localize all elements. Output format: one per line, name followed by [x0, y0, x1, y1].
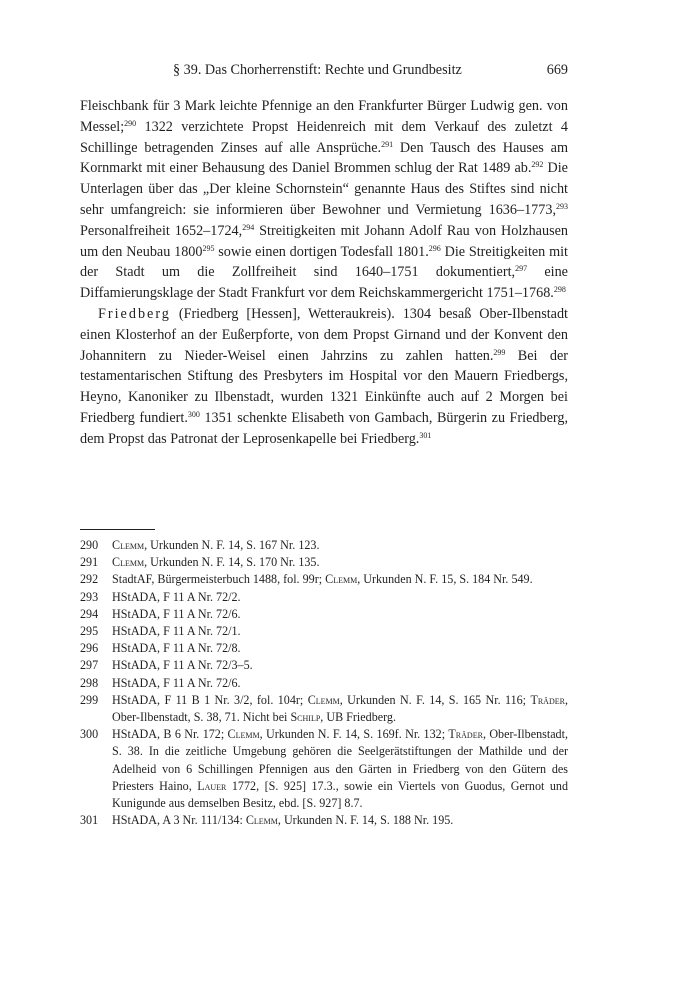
text-run: sowie einen dortigen Todesfall 1801.: [214, 243, 429, 260]
text-run: Streitigkeiten mit Johann Adolf Rau von Holzhausen um den Neubau 1800: [80, 222, 568, 260]
paragraph-frankfurt: [80, 96, 568, 304]
place-heading: Friedberg: [98, 305, 171, 322]
footnote-291: [80, 554, 568, 571]
main-text: [80, 96, 568, 450]
text-run: Personalfreiheit 1652–1724,: [80, 222, 243, 239]
footnote-299: [80, 692, 568, 726]
footnote-text: HStADA, B 6 Nr. 172;: [112, 727, 228, 742]
footnote-number: 291: [80, 555, 99, 570]
footnote-ref: 301: [419, 430, 432, 440]
footnote-text: HStADA, F 11 B 1 Nr. 3/2, fol. 104r;: [112, 692, 308, 707]
footnote-number: 301: [80, 813, 99, 828]
author-name: Clemm: [227, 727, 260, 742]
footnote-text: , Ober-Ilbenstadt, S. 38, 71. Nicht bei: [112, 692, 568, 725]
footnote-ref: 296: [428, 243, 441, 253]
author-name: Clemm: [112, 538, 145, 552]
text-run: (Friedberg [Hessen], Wetteraukreis). 1304 besaß Ober-Ilbenstadt einen Klosterhof an der Eußerpforte, von dem Propst Girnand und der Konvent den Johannitern zu Nieder-Weisel einen Jahrzins zu zahlen hatten.: [80, 305, 568, 364]
running-header: [80, 62, 568, 82]
text-run: Die Unterlagen über das „Der kleine Schornstein“ genannte Haus des Stiftes sind nicht sehr umfangreich: sie informieren über Bewohner und Vermietung 1636–1773,: [80, 160, 568, 218]
footnote-text: 1772, [S. 925] 17.3., sowie ein Viertels von Guodus, Gernot und Kunigunde aus demselben Besitz, ebd. [S. 927] 8.7.: [112, 778, 569, 811]
footnote-ref: 295: [202, 243, 215, 253]
author-name: Clemm: [112, 555, 145, 570]
page-number: 669: [546, 62, 568, 78]
running-title: § 39. Das Chorherrenstift: Rechte und Grundbesitz: [173, 62, 462, 78]
footnote-ref: 299: [493, 347, 506, 357]
footnote-ref: 290: [124, 118, 137, 128]
footnote-text: , Urkunden N. F. 14, S. 169f. Nr. 132;: [259, 727, 449, 742]
footnote-296: [80, 640, 568, 657]
footnote-number: 292: [80, 572, 99, 587]
footnote-ref: 293: [556, 201, 568, 211]
footnotes: [80, 537, 568, 829]
text-run: Den Tausch des Hauses am Kornmarkt mit einer Behausung des Daniel Brommen schlug der Rat 1489 ab.: [80, 139, 568, 177]
footnote-number: 299: [80, 692, 99, 707]
author-name: Träder: [448, 727, 483, 742]
text-run: 1351 schenkte Elisabeth von Gambach, Bürgerin zu Friedberg, dem Propst das Patronat der Leprosenkapelle bei Friedberg.: [80, 409, 568, 447]
footnote-295: [80, 623, 568, 640]
footnote-text: , Urkunden N. F. 15, S. 184 Nr. 549.: [357, 572, 533, 587]
paragraph-friedberg: [80, 304, 568, 450]
footnote-text: HStADA, F 11 A Nr. 72/3–5.: [112, 658, 253, 673]
footnote-text: HStADA, F 11 A Nr. 72/2.: [112, 589, 241, 604]
text-run: 1322 verzichtete Propst Heidenreich mit dem Verkauf des zuletzt 4 Schillinge betragenden Zinses auf alle Ansprüche.: [80, 118, 568, 156]
footnote-number: 293: [80, 589, 99, 604]
footnote-number: 298: [80, 675, 99, 690]
footnote-298: [80, 675, 568, 692]
footnote-ref: 297: [515, 264, 528, 274]
footnote-number: 290: [80, 538, 99, 552]
footnote-290: [80, 537, 568, 554]
footnote-text: , Ober-Ilbenstadt, S. 38. In die zeitliche Umgebung gehören die Seelgerätstiftungen der Mathilde und der Adelheid von 6 Schillingen Pfennigen aus den Gärten in Friedberg von den Gütern des Priesters Haino,: [112, 727, 568, 793]
footnote-ref: 294: [242, 222, 255, 232]
footnote-number: 294: [80, 606, 99, 621]
footnote-text: HStADA, F 11 A Nr. 72/6.: [112, 606, 241, 621]
footnote-number: 295: [80, 624, 99, 639]
footnote-number: 300: [80, 727, 99, 742]
footnote-separator: [80, 529, 155, 530]
text-run: eine Diffamierungsklage der Stadt Frankfurt vor dem Reichskammergericht 1751–1768.: [80, 264, 568, 302]
author-name: Schilp: [290, 710, 321, 725]
footnote-text: , Urkunden N. F. 14, S. 188 Nr. 195.: [277, 813, 454, 828]
footnote-300: [80, 726, 568, 812]
footnote-text: HStADA, A 3 Nr. 111/134:: [112, 813, 246, 828]
footnote-text: , Urkunden N. F. 14, S. 170 Nr. 135.: [144, 555, 320, 570]
footnote-text: HStADA, F 11 A Nr. 72/8.: [112, 641, 241, 656]
footnote-301: [80, 812, 568, 829]
footnote-ref: 291: [381, 139, 394, 149]
footnote-ref: 300: [187, 409, 200, 419]
footnote-294: [80, 606, 568, 623]
footnote-text: HStADA, F 11 A Nr. 72/1.: [112, 624, 241, 639]
text-run: Bei der testamentarischen Stiftung des Presbyters im Hospital vor den Mauern Friedbergs, Heyno, Kanoniker zu Ilbenstadt, wurden 1321 Einkünfte auch auf 2 Morgen bei Friedberg fundiert.: [80, 347, 568, 426]
author-name: Clemm: [307, 692, 340, 707]
footnote-text: HStADA, F 11 A Nr. 72/6.: [112, 675, 241, 690]
text-run: Fleischbank für 3 Mark leichte Pfennige an den Frankfurter Bürger Ludwig gen. von Messel;: [80, 98, 568, 135]
footnote-number: 297: [80, 658, 99, 673]
author-name: Träder: [530, 692, 565, 707]
footnote-text: , Urkunden N. F. 14, S. 165 Nr. 116;: [339, 692, 531, 707]
footnote-text: StadtAF, Bürgermeisterbuch 1488, fol. 99r;: [112, 572, 326, 587]
author-name: Clemm: [325, 572, 358, 587]
author-name: Lauer: [197, 778, 227, 793]
footnote-text: , UB Friedberg.: [320, 710, 396, 725]
footnote-ref: 298: [553, 285, 566, 295]
footnote-ref: 292: [531, 160, 544, 170]
footnote-number: 296: [80, 641, 99, 656]
footnote-292: [80, 571, 568, 588]
footnote-293: [80, 589, 568, 606]
footnote-297: [80, 657, 568, 674]
author-name: Clemm: [245, 813, 278, 828]
text-run: Die Streitigkeiten mit der Stadt um die Zollfreiheit sind 1640–1751 dokumentiert,: [80, 243, 568, 281]
footnote-text: , Urkunden N. F. 14, S. 167 Nr. 123.: [144, 538, 320, 552]
